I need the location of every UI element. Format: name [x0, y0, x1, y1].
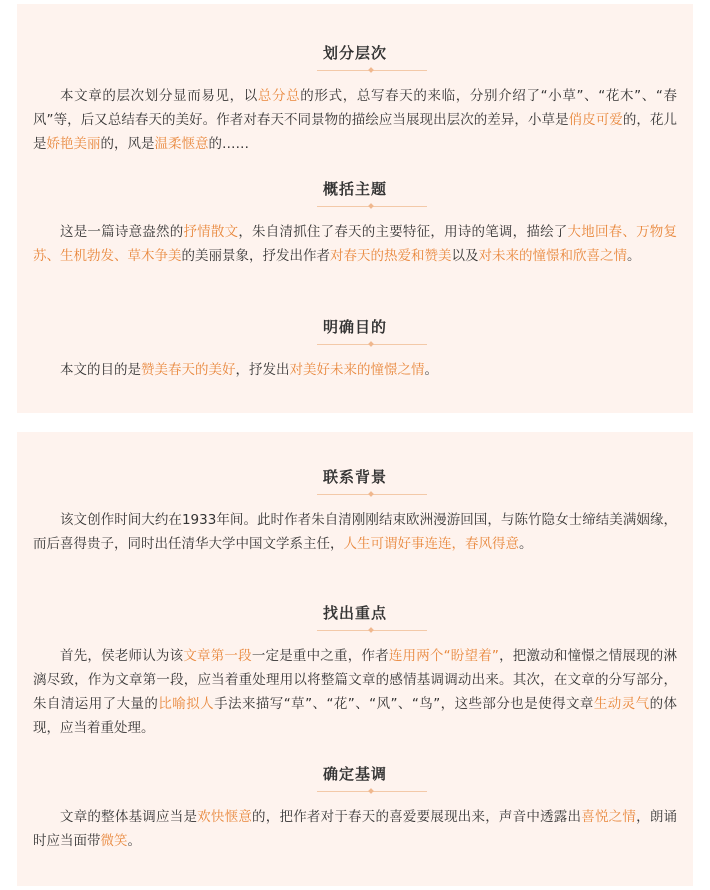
- section-paragraph-hierarchy: [33, 84, 677, 156]
- highlighted-phrase: 对美好未来的憧憬之情: [289, 362, 425, 378]
- text-run: 这是一篇诗意盎然的: [60, 224, 184, 240]
- title-divider: [317, 791, 427, 792]
- highlighted-phrase: 抒情散文: [183, 224, 239, 240]
- highlighted-phrase: 喜悦之情: [581, 809, 637, 825]
- highlighted-phrase: 人生可谓好事连连，春风得意: [343, 536, 519, 552]
- title-divider: [317, 344, 427, 345]
- section-title-background: 联系背景: [322, 468, 387, 486]
- text-run: 。: [424, 362, 438, 378]
- content-card-2: [17, 432, 693, 886]
- text-run: 该文创作时间大约在1933年间。此时作者朱自清刚刚结束欧洲漫游回国，与陈竹隐女士缔结美满姻缘，而后喜得贵子，同时出任清华大学中国文学系主任，: [33, 512, 677, 552]
- text-run: 首先，侯老师认为该: [60, 648, 184, 664]
- text-run: 的，风是: [100, 136, 155, 152]
- highlighted-phrase: 对未来的憧憬和欣喜之情: [478, 248, 627, 264]
- text-run: 的体现，应当着重处理。: [33, 696, 678, 736]
- text-run: 本文的目的是: [60, 362, 141, 378]
- section-paragraph-purpose: [33, 358, 677, 382]
- title-divider: [317, 630, 427, 631]
- section-title-tone: 确定基调: [322, 765, 387, 783]
- text-run: 的，花儿是: [33, 112, 678, 152]
- highlighted-phrase: 对春天的热爱和赞美: [330, 248, 452, 264]
- section-paragraph-theme: [33, 220, 677, 268]
- section-paragraph-key-points: [33, 644, 677, 740]
- text-run: 手法来描写“草”、“花”、“风”、“鸟”，这些部分也是使得文章: [214, 696, 594, 712]
- text-run: 的形式，总写春天的来临，分别介绍了“小草”、“花木”、“春风”等，后又总结春天的美好。作者对春天不同景物的描绘应当展现出层次的差异，小草是: [33, 88, 678, 128]
- text-run: ，朗诵时应当面带: [33, 809, 678, 849]
- text-run: 的美丽景象，抒发出作者: [181, 248, 330, 264]
- highlighted-phrase: 比喻拟人: [158, 696, 215, 712]
- highlighted-phrase: 娇艳美丽: [46, 136, 101, 152]
- text-run: 。: [519, 536, 533, 552]
- text-run: 一定是重中之重，作者: [251, 648, 389, 664]
- highlighted-phrase: 温柔惬意: [154, 136, 209, 152]
- section-title-key-points: 找出重点: [322, 604, 387, 622]
- text-run: ，抒发出: [235, 362, 290, 378]
- section-paragraph-tone: [33, 805, 677, 853]
- highlighted-phrase: 文章第一段: [183, 648, 252, 664]
- section-paragraph-background: [33, 508, 677, 556]
- title-divider: [317, 494, 427, 495]
- section-title-hierarchy: 划分层次: [322, 44, 387, 62]
- text-run: 以及: [451, 248, 479, 264]
- text-run: ，把激动和憧憬之情展现的淋漓尽致，作为文章第一段，应当着重处理用以将整篇文章的感情基调调动出来。其次，在文章的分写部分，朱自清运用了大量的: [33, 648, 678, 712]
- content-card-1: [17, 4, 693, 413]
- text-run: 文章的整体基调应当是: [60, 809, 198, 825]
- highlighted-phrase: 欢快惬意: [197, 809, 253, 825]
- highlighted-phrase: 连用两个“盼望着”: [388, 648, 499, 664]
- text-run: 。: [627, 248, 641, 264]
- text-run: 的……: [208, 136, 249, 152]
- section-title-theme: 概括主题: [322, 180, 387, 198]
- highlighted-phrase: 赞美春天的美好: [141, 362, 236, 378]
- text-run: ，朱自清抓住了春天的主要特征，用诗的笔调，描绘了: [238, 224, 568, 240]
- highlighted-phrase: 总分总: [257, 88, 301, 104]
- highlighted-phrase: 生动灵气: [593, 696, 650, 712]
- text-run: 。: [127, 833, 141, 849]
- highlighted-phrase: 微笑: [100, 833, 128, 849]
- title-divider: [317, 206, 427, 207]
- text-run: 本文章的层次划分显而易见，以: [60, 88, 258, 104]
- highlighted-phrase: 大地回春、万物复苏、生机勃发、草木争美: [33, 224, 678, 264]
- text-run: 的，把作者对于春天的喜爱要展现出来，声音中透露出: [252, 809, 582, 825]
- section-title-purpose: 明确目的: [322, 318, 387, 336]
- highlighted-phrase: 俏皮可爱: [568, 112, 623, 128]
- title-divider: [317, 70, 427, 71]
